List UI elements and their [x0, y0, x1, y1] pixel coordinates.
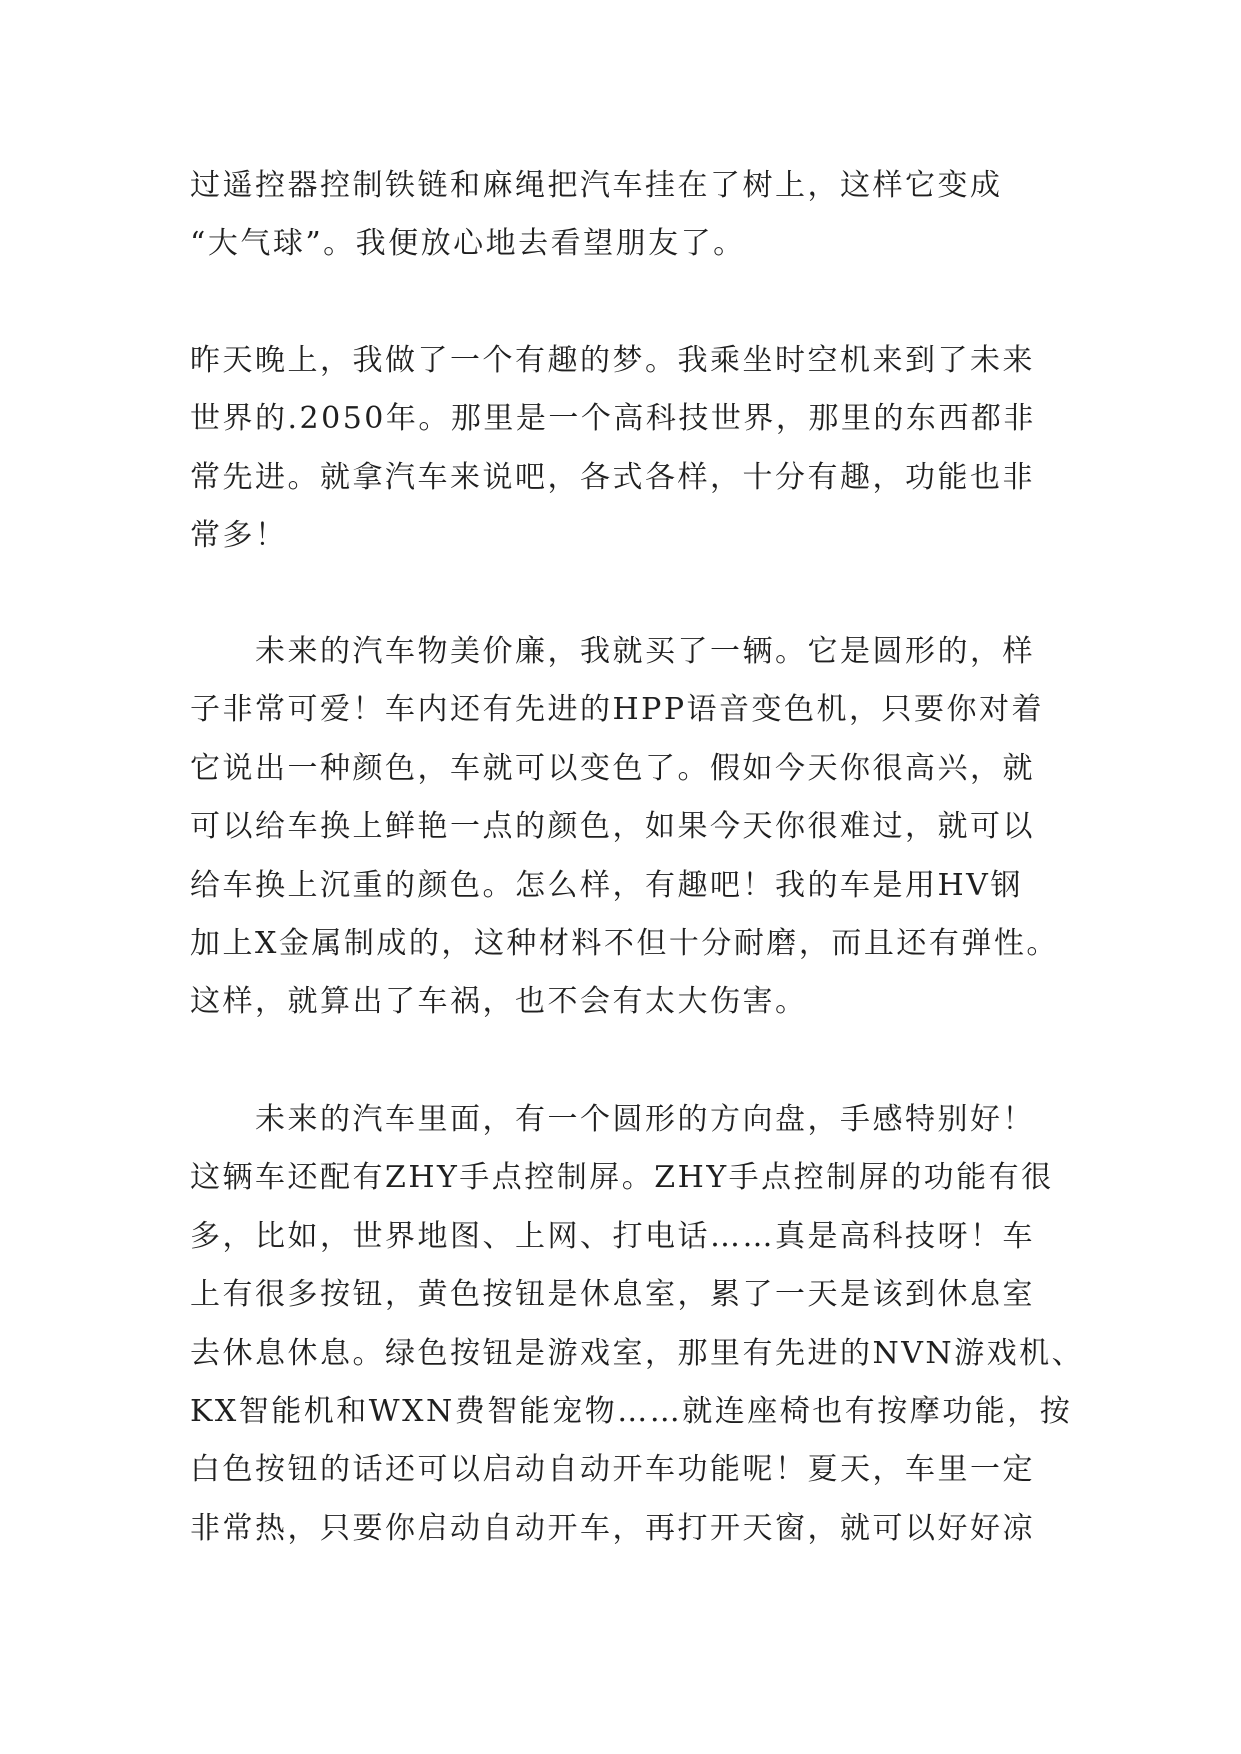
- paragraph-3: [190, 623, 1070, 1032]
- text-line: 未来的汽车里面，有一个圆形的方向盘，手感特别好！: [190, 1102, 1035, 1137]
- text-line: 上有很多按钮，黄色按钮是休息室，累了一天是该到休息室: [190, 1277, 1035, 1313]
- text-line: 常先进。就拿汽车来说吧，各式各样，十分有趣，功能也非: [190, 459, 1035, 495]
- text-line: 这辆车还配有ZHY手点控制屏。ZHY手点控制屏的功能有很: [190, 1160, 1054, 1196]
- text-line: KX智能机和WXN费智能宠物……就连座椅也有按摩功能，按: [190, 1393, 1073, 1429]
- paragraph-4: [190, 1091, 1085, 1558]
- text-line: 世界的.2050年。那里是一个高科技世界，那里的东西都非: [190, 401, 1036, 437]
- paragraph-1: [190, 157, 1070, 274]
- paragraph-2: [190, 332, 1070, 566]
- text-line: 昨天晚上，我做了一个有趣的梦。我乘坐时空机来到了未来: [190, 343, 1035, 378]
- text-line: 这样，就算出了车祸，也不会有太大伤害。: [190, 984, 808, 1020]
- text-line: 它说出一种颜色，车就可以变色了。假如今天你很高兴，就: [190, 750, 1035, 786]
- text-line: 常多！: [190, 518, 288, 554]
- text-line: 多，比如，世界地图、上网、打电话……真是高科技呀！车: [190, 1218, 1035, 1254]
- text-line: 去休息休息。绿色按钮是游戏室，那里有先进的NVN游戏机、: [190, 1335, 1085, 1371]
- text-line: 给车换上沉重的颜色。怎么样，有趣吧！我的车是用HV钢: [190, 867, 1023, 903]
- text-line: 非常热，只要你启动自动开车，再打开天窗，就可以好好凉: [190, 1510, 1035, 1546]
- text-line: 加上X金属制成的，这种材料不但十分耐磨，而且还有弹性。: [190, 925, 1059, 961]
- text-line: 子非常可爱！车内还有先进的HPP语音变色机，只要你对着: [190, 692, 1045, 728]
- text-line: “大气球”。我便放心地去看望朋友了。: [190, 226, 746, 262]
- text-line: 可以给车换上鲜艳一点的颜色，如果今天你很难过，就可以: [190, 809, 1035, 845]
- text-line: 未来的汽车物美价廉，我就买了一辆。它是圆形的，样: [190, 634, 1035, 669]
- text-line: 过遥控器控制铁链和麻绳把汽车挂在了树上，这样它变成: [190, 168, 1003, 203]
- text-line: 白色按钮的话还可以启动自动开车功能呢！夏天，车里一定: [190, 1452, 1035, 1488]
